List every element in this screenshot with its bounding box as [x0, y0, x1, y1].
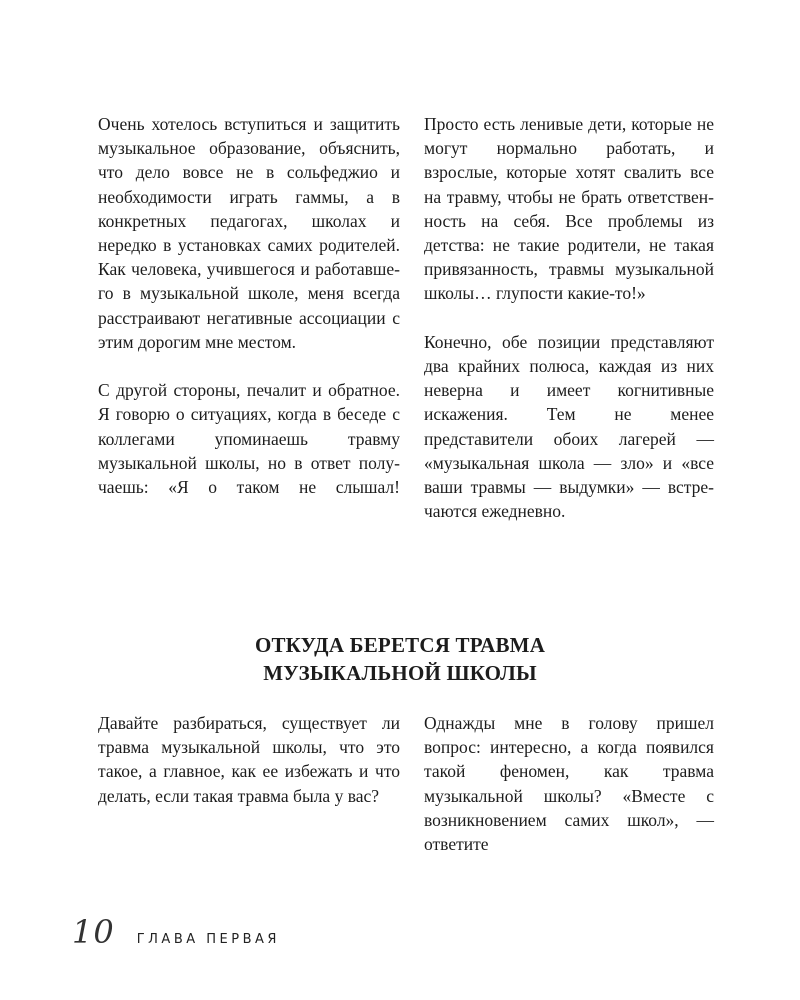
section-heading-line-1: ОТКУДА БЕРЕТСЯ ТРАВМА [254, 633, 546, 657]
right-column-top [424, 112, 714, 523]
left-column-top [98, 112, 400, 499]
page-footer [72, 913, 280, 951]
page-number: 10 [72, 913, 115, 951]
paragraph: Конечно, обе позиции представляют два крайних полюса, каждая из них неверна и имеет когнитивные искажения. Тем не менее представители обоих лагерей — «музыкальная школа — зло» и «все ваши травмы — выдумки» — встречаются ежедневно. [424, 331, 714, 522]
paragraph: С другой стороны, печалит и обратное. Я говорю о ситуациях, когда в беседе с коллегами упоминаешь травму музыкальной школы, но в ответ получаешь: «Я о таком не слышал! [98, 380, 400, 498]
paragraph: Однажды мне в голову пришел вопрос: интересно, а когда появился такой феномен, как травма музыкальной школы? «Вместе с возникновением самих школ», — ответите [424, 713, 714, 855]
paragraph: Очень хотелось вступиться и защитить музыкальное образование, объяснить, что дело вовсе не в сольфеджио и необходимости играть гаммы, а в конкретных педагогах, школах и нередко в установках самих родителей. Как человека, учившегося и работавшего в музыкальной школе, меня всегда расстраивают негативные ассоциации с этим дорогим мне местом. [98, 114, 400, 352]
section-heading-line-2: МУЗЫКАЛЬНОЙ ШКОЛЫ [263, 661, 537, 685]
paragraph: Давайте разбираться, существует ли травма музыкальной школы, что это такое, а главное, как ее избежать и что делать, если такая травма была у вас? [98, 713, 400, 806]
right-column-bottom [424, 711, 714, 856]
left-column-bottom [98, 711, 400, 808]
paragraph: Просто есть ленивые дети, которые не могут нормально работать, и взрослые, которые хотят свалить все на травму, чтобы не брать ответственность на себя. Все проблемы из детства: не такие родители, не такая привязанность, травмы музыкальной школы… глупости какие-то!» [424, 114, 714, 304]
section-heading [150, 631, 650, 687]
running-header-chapter: ГЛАВА ПЕРВАЯ [136, 932, 280, 947]
